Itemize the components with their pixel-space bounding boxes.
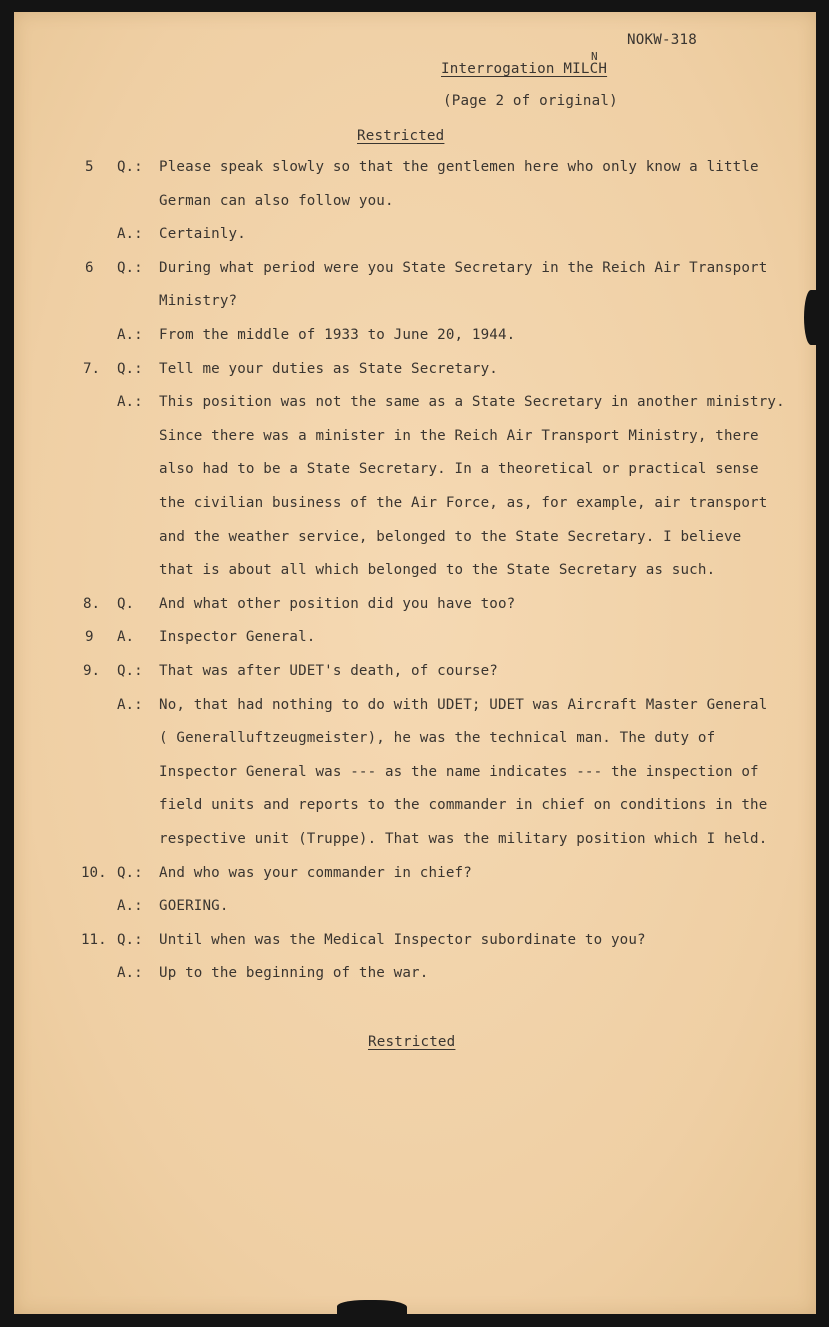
- answer-label: A.:: [117, 965, 143, 982]
- question-number: 9.: [83, 663, 101, 679]
- transcript-line: Certainly.: [159, 226, 246, 243]
- answer-label: A.:: [117, 327, 143, 343]
- page-subtitle: (Page 2 of original): [443, 93, 618, 109]
- transcript-line: Up to the beginning of the war.: [159, 965, 429, 982]
- transcript-line: respective unit (Truppe). That was the military position which I held.: [159, 831, 768, 847]
- question-number: 9: [85, 629, 94, 646]
- question-number: 5: [85, 159, 94, 175]
- answer-label: A.:: [117, 394, 143, 411]
- transcript-line: Since there was a minister in the Reich Air Transport Ministry, there: [159, 427, 759, 444]
- question-label: Q.:: [117, 931, 143, 948]
- transcript-line: This position was not the same as a State Secretary in another ministry.: [159, 394, 785, 411]
- transcript-line: That was after UDET's death, of course?: [159, 663, 498, 679]
- question-number: 11.: [81, 931, 107, 948]
- answer-label: A.:: [117, 226, 143, 243]
- handwritten-correction: N: [591, 50, 598, 63]
- question-label: Q.:: [117, 159, 143, 175]
- question-label: Q.:: [117, 259, 143, 276]
- transcript-line: Inspector General was --- as the name indicates --- the inspection of: [159, 763, 759, 780]
- paper-edge-damage: [804, 290, 818, 345]
- classification-header: Restricted: [357, 128, 445, 144]
- page-title: Interrogation MILCH: [441, 61, 608, 77]
- transcript-line: Ministry?: [159, 293, 238, 310]
- classification-footer: Restricted: [368, 1034, 456, 1050]
- answer-label: A.:: [117, 696, 143, 713]
- transcript-line: GOERING.: [159, 898, 229, 915]
- paper-tear: [337, 1300, 407, 1316]
- transcript-line: that is about all which belonged to the State Secretary as such.: [159, 562, 716, 579]
- transcript-line: During what period were you State Secretary in the Reich Air Transport: [159, 259, 768, 276]
- transcript-line: And who was your commander in chief?: [159, 864, 472, 881]
- question-label: Q.: [117, 595, 135, 612]
- answer-label: A.:: [117, 898, 143, 915]
- transcript-line: Inspector General.: [159, 629, 316, 646]
- transcript-line: German can also follow you.: [159, 192, 394, 209]
- transcript-line: From the middle of 1933 to June 20, 1944.: [159, 327, 516, 343]
- transcript-line: field units and reports to the commander in chief on conditions in the: [159, 797, 768, 814]
- transcript-line: the civilian business of the Air Force, as, for example, air transport: [159, 495, 768, 511]
- question-number: 8.: [83, 595, 101, 612]
- question-number: 10.: [81, 864, 107, 881]
- question-number: 6: [85, 259, 94, 276]
- question-label: Q.:: [117, 663, 143, 679]
- question-label: Q.:: [117, 360, 143, 377]
- transcript-line: and the weather service, belonged to the State Secretary. I believe: [159, 528, 742, 545]
- transcript-line: And what other position did you have too?: [159, 595, 516, 612]
- transcript-line: ( Generalluftzeugmeister), he was the technical man. The duty of: [159, 730, 716, 747]
- question-number: 7.: [83, 360, 101, 377]
- answer-label: A.: [117, 629, 135, 646]
- document-reference: NOKW-318: [627, 32, 697, 48]
- transcript-line: Until when was the Medical Inspector subordinate to you?: [159, 931, 646, 948]
- transcript-line: also had to be a State Secretary. In a theoretical or practical sense: [159, 461, 759, 478]
- transcript-line: Please speak slowly so that the gentlemen here who only know a little: [159, 159, 759, 175]
- transcript-line: No, that had nothing to do with UDET; UDET was Aircraft Master General: [159, 696, 768, 713]
- question-label: Q.:: [117, 864, 143, 881]
- transcript-line: Tell me your duties as State Secretary.: [159, 360, 498, 377]
